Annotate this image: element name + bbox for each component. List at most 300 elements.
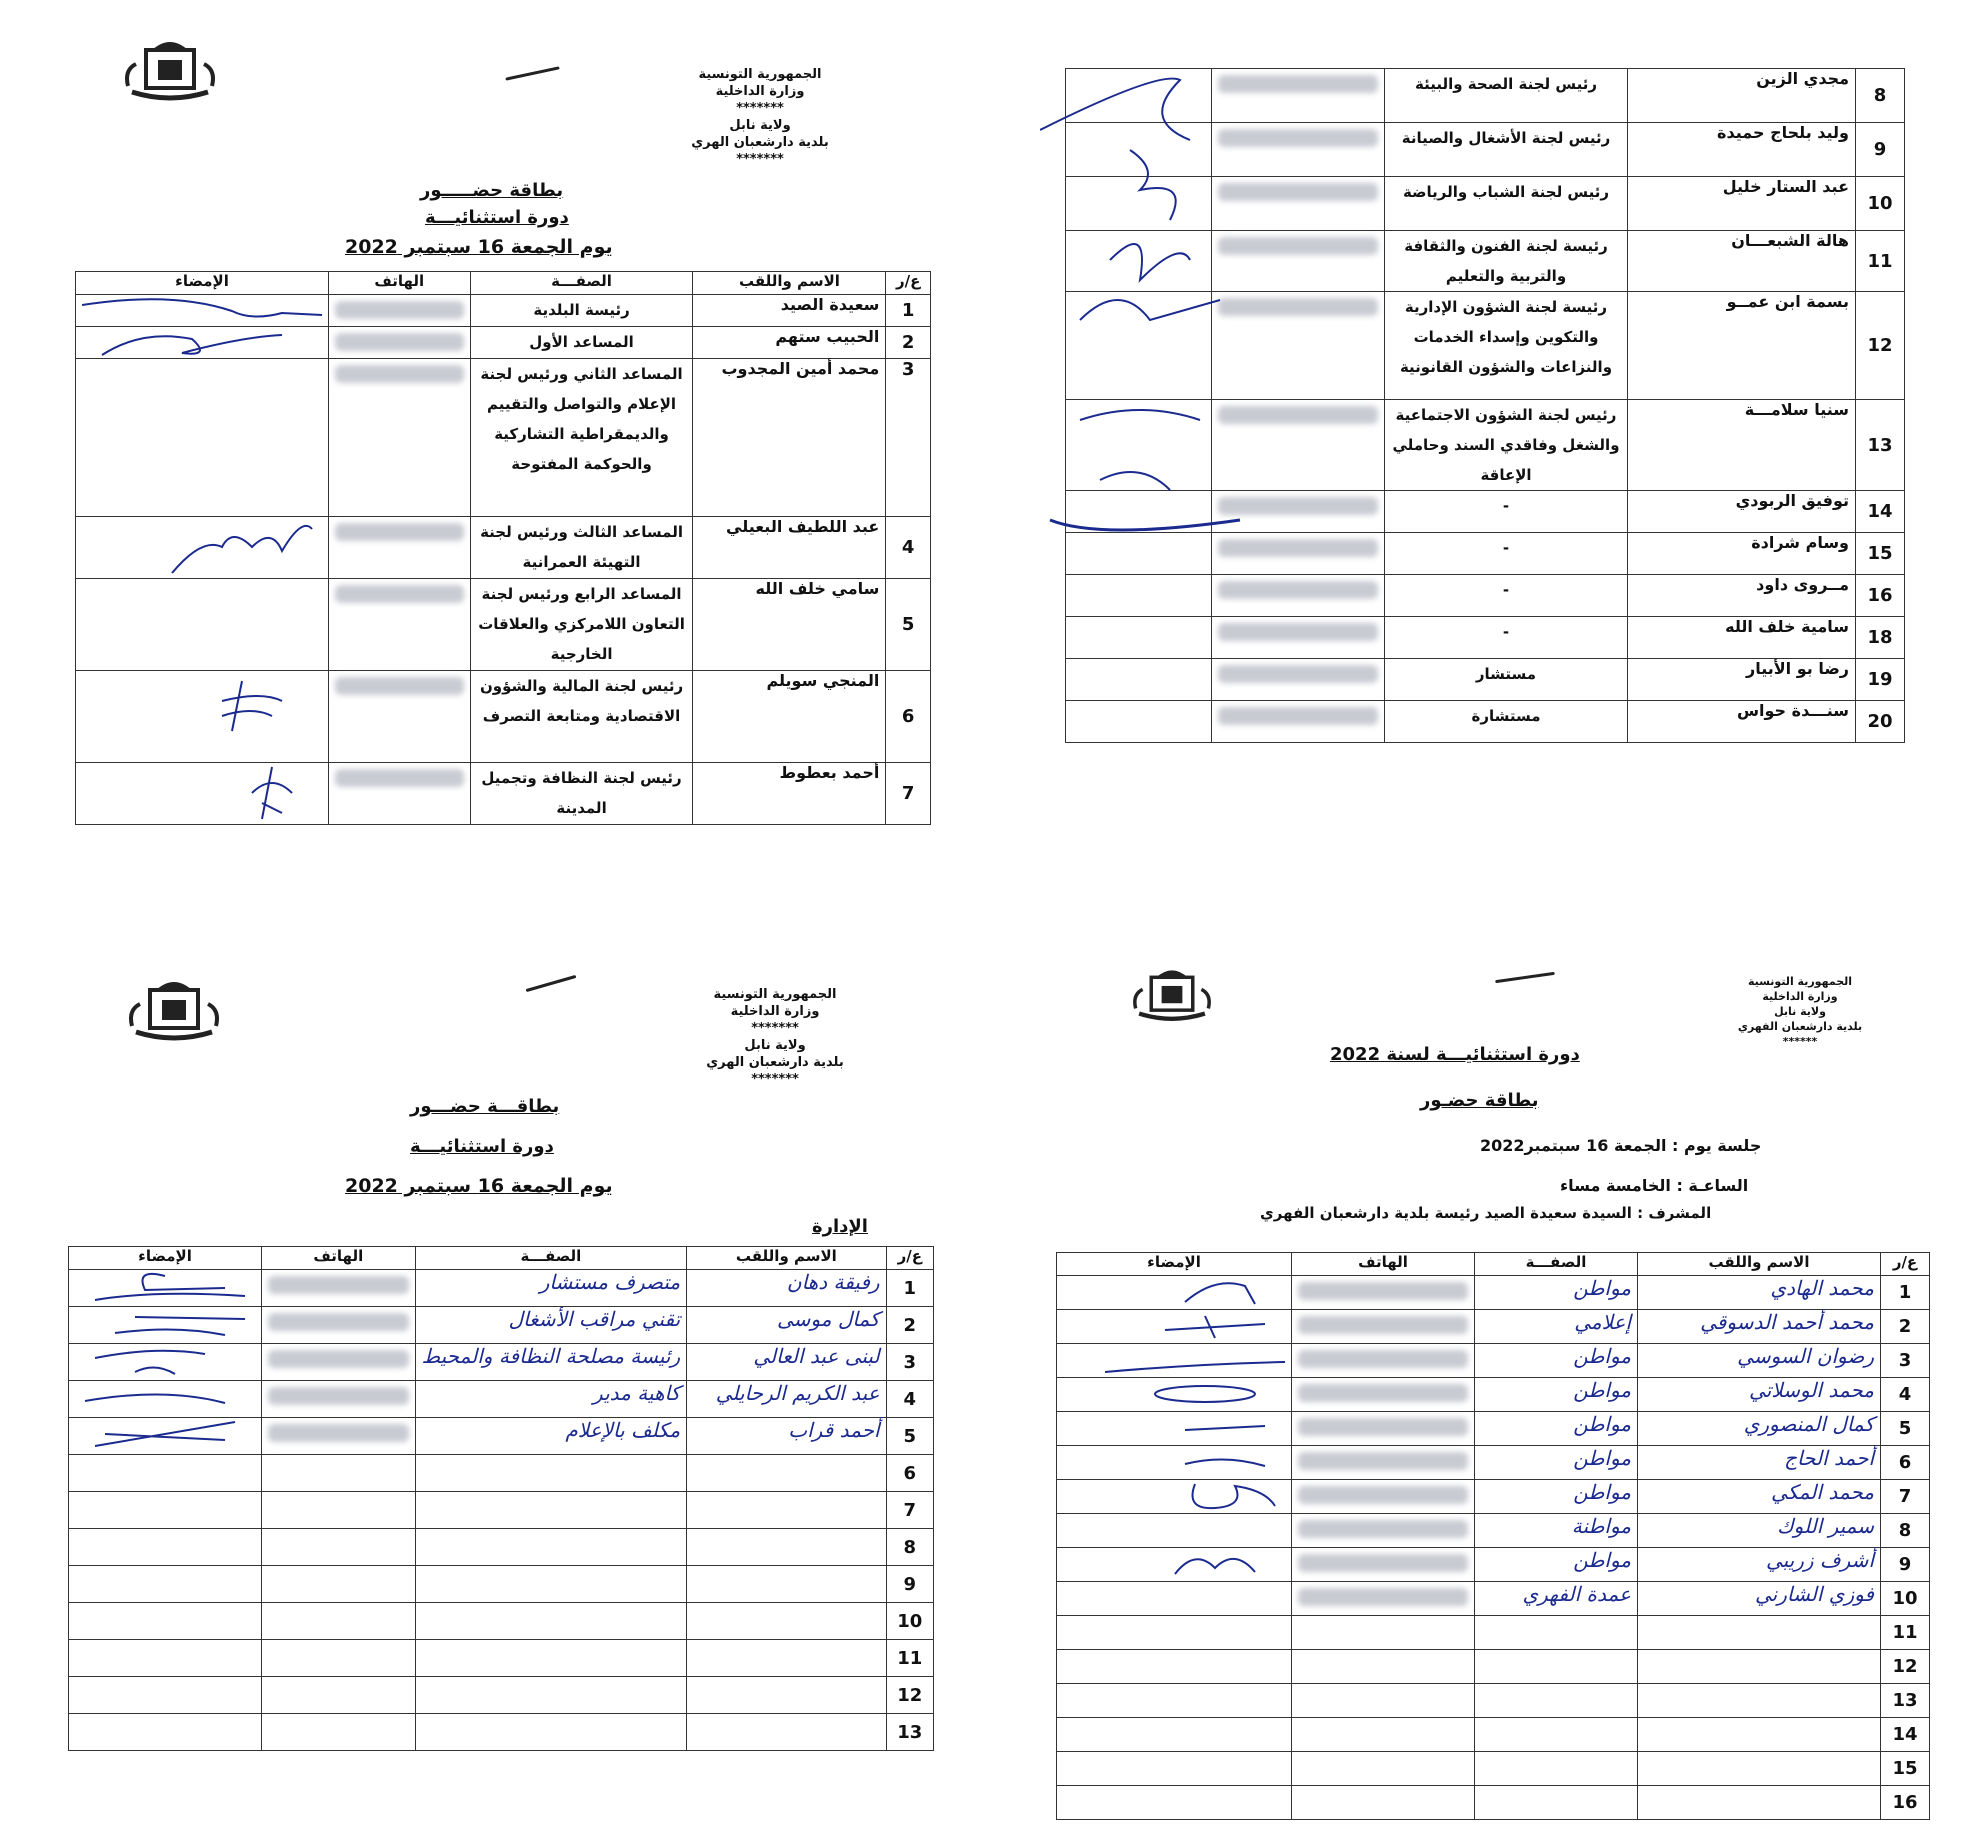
member-role xyxy=(415,1677,686,1714)
citizen-name: محمد المكي xyxy=(1638,1480,1881,1514)
republic-label: الجمهورية التونسية xyxy=(698,67,822,82)
stars: ******* xyxy=(736,152,784,167)
row-number: 4 xyxy=(1881,1378,1930,1412)
signature-cell xyxy=(1057,1344,1292,1378)
citizen-role xyxy=(1475,1616,1638,1650)
page-bottom-left xyxy=(0,940,980,1826)
col-role: الصفـــة xyxy=(415,1247,686,1270)
phone-cell xyxy=(262,1529,416,1566)
section-title: الإدارة xyxy=(812,1216,868,1237)
row-number: 18 xyxy=(1856,617,1905,659)
signature-cell xyxy=(1057,1446,1292,1480)
member-name: المنجي سويلم xyxy=(693,671,886,763)
row-number: 10 xyxy=(886,1603,933,1640)
table-row xyxy=(76,517,931,579)
phone-redacted xyxy=(329,295,471,327)
member-name: وسام شرادة xyxy=(1628,533,1856,575)
member-name: سنـــدة حواس xyxy=(1628,701,1856,743)
member-name: لبنى عبد العالي xyxy=(687,1344,886,1381)
table-row xyxy=(1066,575,1905,617)
citizen-role xyxy=(1475,1650,1638,1684)
table-row xyxy=(1057,1752,1930,1786)
member-role: المساعد الثالث ورئيس لجنة التهيئة العمرانية xyxy=(470,517,693,579)
member-role: رئيسة لجنة الفنون والثقافة والتربية والتعليم xyxy=(1385,231,1628,292)
ministry-label: وزارة الداخلية xyxy=(715,84,805,99)
signature-mark xyxy=(75,1270,255,1302)
member-name: مــروى داود xyxy=(1628,575,1856,617)
row-number: 12 xyxy=(886,1677,933,1714)
signature-mark xyxy=(1165,1276,1285,1306)
citizen-role: عمدة الفهري xyxy=(1475,1582,1638,1616)
member-role: رئيس لجنة الصحة والبيئة xyxy=(1385,69,1628,123)
row-number: 1 xyxy=(1881,1276,1930,1310)
row-number: 14 xyxy=(1881,1718,1930,1752)
member-name: رضا بو الأبيار xyxy=(1628,659,1856,701)
row-number: 6 xyxy=(1881,1446,1930,1480)
member-role: مكلف بالإعلام xyxy=(415,1418,686,1455)
table-row xyxy=(1057,1616,1930,1650)
member-role: رئيسة مصلحة النظافة والمحيط xyxy=(415,1344,686,1381)
signature-mark xyxy=(75,1344,255,1376)
table-row xyxy=(69,1640,934,1677)
citizen-role: مواطن xyxy=(1475,1378,1638,1412)
row-number: 2 xyxy=(1881,1310,1930,1344)
signature-mark xyxy=(1165,1548,1285,1578)
signature-cell xyxy=(69,1492,262,1529)
member-name: الحبيب ستهم xyxy=(693,327,886,359)
signature-cell xyxy=(69,1455,262,1492)
member-role: رئيس لجنة النظافة وتجميل المدينة xyxy=(470,763,693,825)
row-number: 10 xyxy=(1856,177,1905,231)
citizen-role xyxy=(1475,1684,1638,1718)
row-number: 5 xyxy=(886,579,931,671)
phone-redacted xyxy=(262,1270,416,1307)
republic-label: الجمهورية التونسية xyxy=(1747,975,1853,988)
row-number: 16 xyxy=(1881,1786,1930,1820)
table-row xyxy=(1066,701,1905,743)
signature-mark xyxy=(75,1418,255,1450)
col-name: الاسم واللقب xyxy=(687,1247,886,1270)
member-role: المساعد الرابع ورئيس لجنة التعاون اللامركزي والعلاقات الخارجية xyxy=(470,579,693,671)
phone-redacted xyxy=(1212,701,1385,743)
card-title: بطاقة حضـــــور xyxy=(420,180,564,201)
signature-cell xyxy=(1057,1514,1292,1548)
citizen-role: مواطن xyxy=(1475,1446,1638,1480)
phone-redacted xyxy=(1212,617,1385,659)
member-name: عبد الستار خليل xyxy=(1628,177,1856,231)
col-phone: الهاتف xyxy=(1292,1253,1475,1276)
signature-cell xyxy=(69,1344,262,1381)
phone-cell xyxy=(262,1677,416,1714)
table-row xyxy=(1057,1276,1930,1310)
table-row xyxy=(69,1344,934,1381)
member-role: رئيس لجنة الأشغال والصيانة xyxy=(1385,123,1628,177)
table-row xyxy=(76,579,931,671)
phone-cell xyxy=(262,1492,416,1529)
member-role: رئيس لجنة المالية والشؤون الاقتصادية ومتابعة التصرف xyxy=(470,671,693,763)
phone-redacted xyxy=(262,1307,416,1344)
table-row xyxy=(1057,1786,1930,1820)
phone-redacted xyxy=(1212,575,1385,617)
phone-redacted xyxy=(329,359,471,517)
municipality-label: بلدية دارشعبان الهري xyxy=(706,1055,844,1070)
row-number: 8 xyxy=(886,1529,933,1566)
stars: ******* xyxy=(751,1072,799,1087)
phone-cell xyxy=(1292,1752,1475,1786)
phone-cell xyxy=(262,1566,416,1603)
member-name xyxy=(687,1566,886,1603)
member-role: مستشارة xyxy=(1385,701,1628,743)
member-name: رفيقة دهان xyxy=(687,1270,886,1307)
citizen-role xyxy=(1475,1752,1638,1786)
row-number: 13 xyxy=(1856,400,1905,491)
citizen-name: محمد الهادي xyxy=(1638,1276,1881,1310)
signature-cell xyxy=(76,579,329,671)
row-number: 12 xyxy=(1881,1650,1930,1684)
row-number: 10 xyxy=(1881,1582,1930,1616)
member-role: كاهية مدير xyxy=(415,1381,686,1418)
signature-mark xyxy=(1105,1344,1285,1374)
row-number: 2 xyxy=(886,327,931,359)
row-number: 6 xyxy=(886,671,931,763)
member-name: مجدي الزين xyxy=(1628,69,1856,123)
member-role: رئيس لجنة الشؤون الاجتماعية والشغل وفاقدي السند وحاملي الإعاقة xyxy=(1385,400,1628,491)
member-role: - xyxy=(1385,575,1628,617)
citizen-role: إعلامي xyxy=(1475,1310,1638,1344)
phone-cell xyxy=(1292,1718,1475,1752)
citizen-name: فوزي الشارني xyxy=(1638,1582,1881,1616)
row-number: 3 xyxy=(886,1344,933,1381)
table-row xyxy=(69,1566,934,1603)
member-name xyxy=(687,1640,886,1677)
signature-cell xyxy=(69,1381,262,1418)
signature-mark xyxy=(202,671,322,741)
signature-mark xyxy=(82,295,322,325)
citizen-name: كمال المنصوري xyxy=(1638,1412,1881,1446)
phone-redacted xyxy=(1292,1310,1475,1344)
signature-cell xyxy=(1057,1650,1292,1684)
table-row xyxy=(69,1270,934,1307)
member-role: رئيس لجنة الشباب والرياضة xyxy=(1385,177,1628,231)
table-row xyxy=(1057,1718,1930,1752)
signature-mark xyxy=(162,517,322,577)
signature-cell xyxy=(69,1307,262,1344)
signature-cell xyxy=(69,1418,262,1455)
citizen-name xyxy=(1638,1616,1881,1650)
phone-redacted xyxy=(1292,1582,1475,1616)
member-name: عبد اللطيف البعيلي xyxy=(693,517,886,579)
phone-cell xyxy=(1292,1650,1475,1684)
phone-redacted xyxy=(329,671,471,763)
page-top-left xyxy=(0,0,980,930)
paraph-mark xyxy=(505,66,559,80)
member-role: - xyxy=(1385,617,1628,659)
page-top-right xyxy=(990,0,1968,930)
col-phone: الهاتف xyxy=(329,272,471,295)
signature-cell xyxy=(1066,701,1212,743)
table-row xyxy=(69,1455,934,1492)
member-name: سامي خلف الله xyxy=(693,579,886,671)
municipality-emblem-icon xyxy=(1130,960,1214,1024)
phone-cell xyxy=(1292,1684,1475,1718)
member-role: رئيسة لجنة الشؤون الإدارية والتكوين وإسداء الخدمات والنزاعات والشؤون القانونية xyxy=(1385,292,1628,400)
card-title: بطاقـــة حضـــور xyxy=(410,1096,560,1117)
member-role xyxy=(415,1529,686,1566)
row-number: 15 xyxy=(1856,533,1905,575)
republic-label: الجمهورية التونسية xyxy=(713,987,837,1002)
signature-cell xyxy=(1057,1548,1292,1582)
paraph-mark xyxy=(1495,972,1555,983)
row-number: 15 xyxy=(1881,1752,1930,1786)
citizen-role: مواطنة xyxy=(1475,1514,1638,1548)
signature-cell xyxy=(1057,1616,1292,1650)
phone-cell xyxy=(1292,1786,1475,1820)
table-row xyxy=(76,671,931,763)
signature-cell xyxy=(76,763,329,825)
phone-redacted xyxy=(329,327,471,359)
col-no: ع/ر xyxy=(1881,1253,1930,1276)
municipality-label: بلدية دارشعبان الفهري xyxy=(1737,1020,1863,1033)
member-name: هالة الشبعـــان xyxy=(1628,231,1856,292)
signature-mark xyxy=(75,1381,255,1413)
phone-redacted xyxy=(329,579,471,671)
signature-cell xyxy=(76,517,329,579)
citizen-name xyxy=(1638,1650,1881,1684)
row-number: 4 xyxy=(886,1381,933,1418)
citizen-role: مواطن xyxy=(1475,1548,1638,1582)
table-row xyxy=(1057,1412,1930,1446)
signature-mark xyxy=(75,1307,255,1339)
phone-redacted xyxy=(1292,1344,1475,1378)
member-name: سعيدة الصيد xyxy=(693,295,886,327)
row-number: 6 xyxy=(886,1455,933,1492)
member-role: المساعد الأول xyxy=(470,327,693,359)
row-number: 7 xyxy=(1881,1480,1930,1514)
card-title: بطاقة حضـور xyxy=(1420,1090,1539,1111)
col-signature: الإمضاء xyxy=(69,1247,262,1270)
phone-redacted xyxy=(1292,1548,1475,1582)
table-row xyxy=(1057,1514,1930,1548)
phone-redacted xyxy=(329,763,471,825)
row-number: 11 xyxy=(1881,1616,1930,1650)
col-phone: الهاتف xyxy=(262,1247,416,1270)
signature-cell xyxy=(69,1714,262,1751)
table-row xyxy=(69,1603,934,1640)
row-number: 8 xyxy=(1856,69,1905,123)
citizen-role: مواطن xyxy=(1475,1480,1638,1514)
member-name: أحمد بعطوط xyxy=(693,763,886,825)
phone-redacted xyxy=(262,1344,416,1381)
citizen-role xyxy=(1475,1718,1638,1752)
member-role: - xyxy=(1385,533,1628,575)
member-name: بسمة ابن عمــو xyxy=(1628,292,1856,400)
stars: ******* xyxy=(736,101,784,116)
row-number: 8 xyxy=(1881,1514,1930,1548)
phone-redacted xyxy=(262,1381,416,1418)
phone-redacted xyxy=(1292,1378,1475,1412)
citizen-name: سمير اللوك xyxy=(1638,1514,1881,1548)
citizen-role xyxy=(1475,1786,1638,1820)
member-role: مستشار xyxy=(1385,659,1628,701)
member-role xyxy=(415,1640,686,1677)
row-number: 5 xyxy=(1881,1412,1930,1446)
citizen-name: أشرف زريبي xyxy=(1638,1548,1881,1582)
table-row xyxy=(1057,1582,1930,1616)
member-role xyxy=(415,1566,686,1603)
citizen-name xyxy=(1638,1718,1881,1752)
citizen-name: محمد أحمد الدسوقي xyxy=(1638,1310,1881,1344)
member-name: توفيق الربودي xyxy=(1628,491,1856,533)
row-number: 20 xyxy=(1856,701,1905,743)
signature-cell xyxy=(1066,659,1212,701)
phone-redacted xyxy=(1212,659,1385,701)
signature-cell xyxy=(1057,1378,1292,1412)
row-number: 9 xyxy=(1881,1548,1930,1582)
attendance-table xyxy=(68,1246,934,1751)
date-title: يوم الجمعة 16 سبتمبر 2022 xyxy=(345,236,613,258)
row-number: 19 xyxy=(1856,659,1905,701)
table-row xyxy=(69,1418,934,1455)
table-row xyxy=(76,295,931,327)
letterhead xyxy=(1720,974,1880,1049)
table-row xyxy=(69,1714,934,1751)
signature-cell xyxy=(1057,1786,1292,1820)
member-name xyxy=(687,1677,886,1714)
member-name: سنيا سلامـــة xyxy=(1628,400,1856,491)
signature-mark xyxy=(1145,1378,1285,1408)
municipality-emblem-icon xyxy=(126,970,222,1044)
phone-redacted xyxy=(262,1418,416,1455)
row-number: 16 xyxy=(1856,575,1905,617)
table-row xyxy=(1057,1310,1930,1344)
signature-mark xyxy=(1165,1446,1285,1476)
col-signature: الإمضاء xyxy=(76,272,329,295)
citizen-role: مواطن xyxy=(1475,1412,1638,1446)
attendance-table xyxy=(1056,1252,1930,1820)
phone-cell xyxy=(1292,1616,1475,1650)
phone-redacted xyxy=(1292,1514,1475,1548)
member-name: وليد بلحاج حميدة xyxy=(1628,123,1856,177)
col-no: ع/ر xyxy=(886,1247,933,1270)
row-number: 13 xyxy=(886,1714,933,1751)
wilaya-label: ولاية نابل xyxy=(729,118,791,133)
col-no: ع/ر xyxy=(886,272,931,295)
paraph-mark xyxy=(526,975,577,992)
signature-cell xyxy=(69,1529,262,1566)
row-number: 14 xyxy=(1856,491,1905,533)
signature-cell xyxy=(69,1677,262,1714)
member-role xyxy=(415,1492,686,1529)
row-number: 7 xyxy=(886,763,931,825)
signature-cell xyxy=(76,671,329,763)
member-name xyxy=(687,1455,886,1492)
signature-cell xyxy=(1057,1412,1292,1446)
signature-cell xyxy=(1057,1582,1292,1616)
letterhead xyxy=(660,66,860,168)
signature-cell xyxy=(69,1640,262,1677)
member-role: تقني مراقب الأشغال xyxy=(415,1307,686,1344)
signature-cell xyxy=(76,295,329,327)
phone-cell xyxy=(262,1640,416,1677)
member-role: متصرف مستشار xyxy=(415,1270,686,1307)
member-role xyxy=(415,1603,686,1640)
signature-mark xyxy=(1145,1310,1285,1340)
table-row xyxy=(1057,1446,1930,1480)
member-name: محمد أمين المجدوب xyxy=(693,359,886,517)
signature-cell xyxy=(1057,1480,1292,1514)
member-role xyxy=(415,1714,686,1751)
citizen-role: مواطن xyxy=(1475,1344,1638,1378)
signature-cell xyxy=(1057,1684,1292,1718)
wilaya-label: ولاية نابل xyxy=(744,1038,806,1053)
member-role: - xyxy=(1385,491,1628,533)
ministry-label: وزارة الداخلية xyxy=(1762,990,1838,1003)
signature-cell xyxy=(1066,575,1212,617)
row-number: 7 xyxy=(886,1492,933,1529)
stars: ******* xyxy=(751,1021,799,1036)
member-role: رئيسة البلدية xyxy=(470,295,693,327)
table-row xyxy=(69,1492,934,1529)
table-row xyxy=(1057,1344,1930,1378)
attendance-table xyxy=(75,271,931,825)
table-row xyxy=(1066,659,1905,701)
row-number: 9 xyxy=(1856,123,1905,177)
session-title: دورة استثنائيـــة xyxy=(425,207,569,228)
col-role: الصفـــة xyxy=(1475,1253,1638,1276)
table-row xyxy=(1057,1684,1930,1718)
row-number: 3 xyxy=(886,359,931,517)
phone-redacted xyxy=(1292,1412,1475,1446)
table-row xyxy=(1057,1650,1930,1684)
citizen-name: رضوان السوسي xyxy=(1638,1344,1881,1378)
row-number: 1 xyxy=(886,295,931,327)
col-name: الاسم واللقب xyxy=(693,272,886,295)
signature-cell xyxy=(1057,1718,1292,1752)
table-row xyxy=(1057,1378,1930,1412)
member-name xyxy=(687,1714,886,1751)
citizen-name xyxy=(1638,1752,1881,1786)
row-number: 13 xyxy=(1881,1684,1930,1718)
table-row xyxy=(1057,1548,1930,1582)
wilaya-label: ولاية نابل xyxy=(1774,1005,1826,1018)
table-row xyxy=(76,763,931,825)
signature-cell xyxy=(76,359,329,517)
signature-cell xyxy=(1057,1752,1292,1786)
row-number: 2 xyxy=(886,1307,933,1344)
row-number: 11 xyxy=(1856,231,1905,292)
signature-mark xyxy=(1165,1412,1285,1442)
member-name: سامية خلف الله xyxy=(1628,617,1856,659)
member-role: المساعد الثاني ورئيس لجنة الإعلام والتواصل والتقييم والديمقراطية التشاركية والحوكمة المفتوحة xyxy=(470,359,693,517)
date-title: يوم الجمعة 16 سبتمبر 2022 xyxy=(345,1175,613,1197)
table-row xyxy=(1057,1480,1930,1514)
meeting-time: الساعـة : الخامسة مساء xyxy=(1560,1176,1749,1195)
municipality-emblem-icon xyxy=(122,30,218,104)
signature-mark xyxy=(1165,1480,1285,1510)
citizen-name: أحمد الحاج xyxy=(1638,1446,1881,1480)
col-signature: الإمضاء xyxy=(1057,1253,1292,1276)
member-name xyxy=(687,1529,886,1566)
citizen-name xyxy=(1638,1786,1881,1820)
phone-redacted xyxy=(1292,1446,1475,1480)
row-number: 12 xyxy=(1856,292,1905,400)
phone-cell xyxy=(262,1603,416,1640)
table-row xyxy=(69,1677,934,1714)
phone-cell xyxy=(262,1455,416,1492)
phone-redacted xyxy=(329,517,471,579)
table-row xyxy=(76,359,931,517)
member-name xyxy=(687,1603,886,1640)
